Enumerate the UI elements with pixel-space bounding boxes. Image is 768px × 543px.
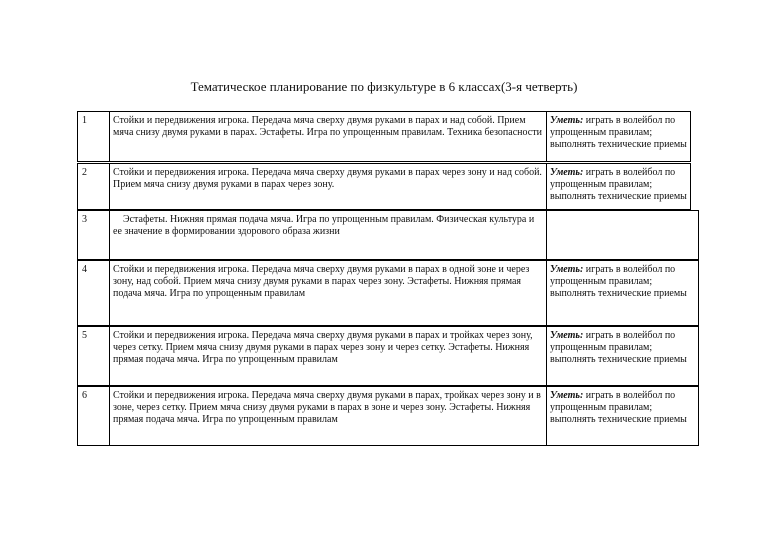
skill-text: играть в волейбол по упрощенным правилам; выполнять технические приемы: [550, 330, 687, 365]
lesson-skill: [547, 387, 698, 445]
skill-label: Уметь:: [550, 390, 584, 401]
table-row: [77, 111, 691, 162]
table-row: [77, 326, 699, 386]
lesson-topic: Стойки и передвижения игрока. Передача мяча сверху двумя руками в парах и тройках через зону, через сетку. Прием мяча снизу двумя руками в парах через зону и через сетку. Эстафеты. Нижняя прямая подача мяча. Игра по упрощенным правилам: [110, 327, 547, 385]
lesson-skill: [547, 211, 698, 259]
skill-label: Уметь:: [550, 167, 584, 178]
row-number: 6: [78, 387, 110, 445]
lesson-topic: Стойки и передвижения игрока. Передача мяча сверху двумя руками в парах в одной зоне и через зону, над собой. Прием мяча снизу двумя руками в парах через зону. Эстафеты. Нижняя прямая подача мяча. Игра по упрощенным правилам: [110, 261, 547, 325]
skill-label: Уметь:: [550, 264, 584, 275]
skill-text: играть в волейбол по упрощенным правилам; выполнять технические приемы: [550, 115, 687, 150]
skill-text: играть в волейбол по упрощенным правилам; выполнять технические приемы: [550, 390, 687, 425]
row-number: 1: [78, 112, 110, 161]
row-number: 5: [78, 327, 110, 385]
skill-label: Уметь:: [550, 115, 584, 126]
lesson-skill: [547, 112, 690, 161]
lesson-topic: Стойки и передвижения игрока. Передача мяча сверху двумя руками в парах и над собой. Прием мяча снизу двумя руками в парах. Эстафеты. Игра по упрощенным правилам. Техника безопасности: [110, 112, 547, 161]
table-row: [77, 386, 699, 446]
row-number: 4: [78, 261, 110, 325]
table-row: [77, 163, 691, 210]
lesson-skill: [547, 261, 698, 325]
lesson-skill: [547, 327, 698, 385]
skill-label: Уметь:: [550, 330, 584, 341]
row-number: 2: [78, 164, 110, 209]
skill-text: играть в волейбол по упрощенным правилам; выполнять технические приемы: [550, 167, 687, 202]
lesson-topic: Стойки и передвижения игрока. Передача мяча сверху двумя руками в парах, тройках через зону и в зоне, через сетку. Прием мяча снизу двумя руками в парах в зоне и через зону. Эстафеты. Нижняя прямая подача мяча. Игра по упрощенным правилам: [110, 387, 547, 445]
lesson-topic: Стойки и передвижения игрока. Передача мяча сверху двумя руками в парах через зону и над собой. Прием мяча снизу двумя руками в парах через зону.: [110, 164, 547, 209]
lesson-skill: [547, 164, 690, 209]
table-row: [77, 210, 699, 260]
row-number: 3: [78, 211, 110, 259]
lesson-topic: Эстафеты. Нижняя прямая подача мяча. Игра по упрощенным правилам. Физическая культура и ее значение в формировании здорового образа жизни: [110, 211, 547, 259]
page-title: Тематическое планирование по физкультуре в 6 классах(3-я четверть): [190, 79, 578, 94]
table-row: [77, 260, 699, 326]
skill-text: играть в волейбол по упрощенным правилам; выполнять технические приемы: [550, 264, 687, 299]
